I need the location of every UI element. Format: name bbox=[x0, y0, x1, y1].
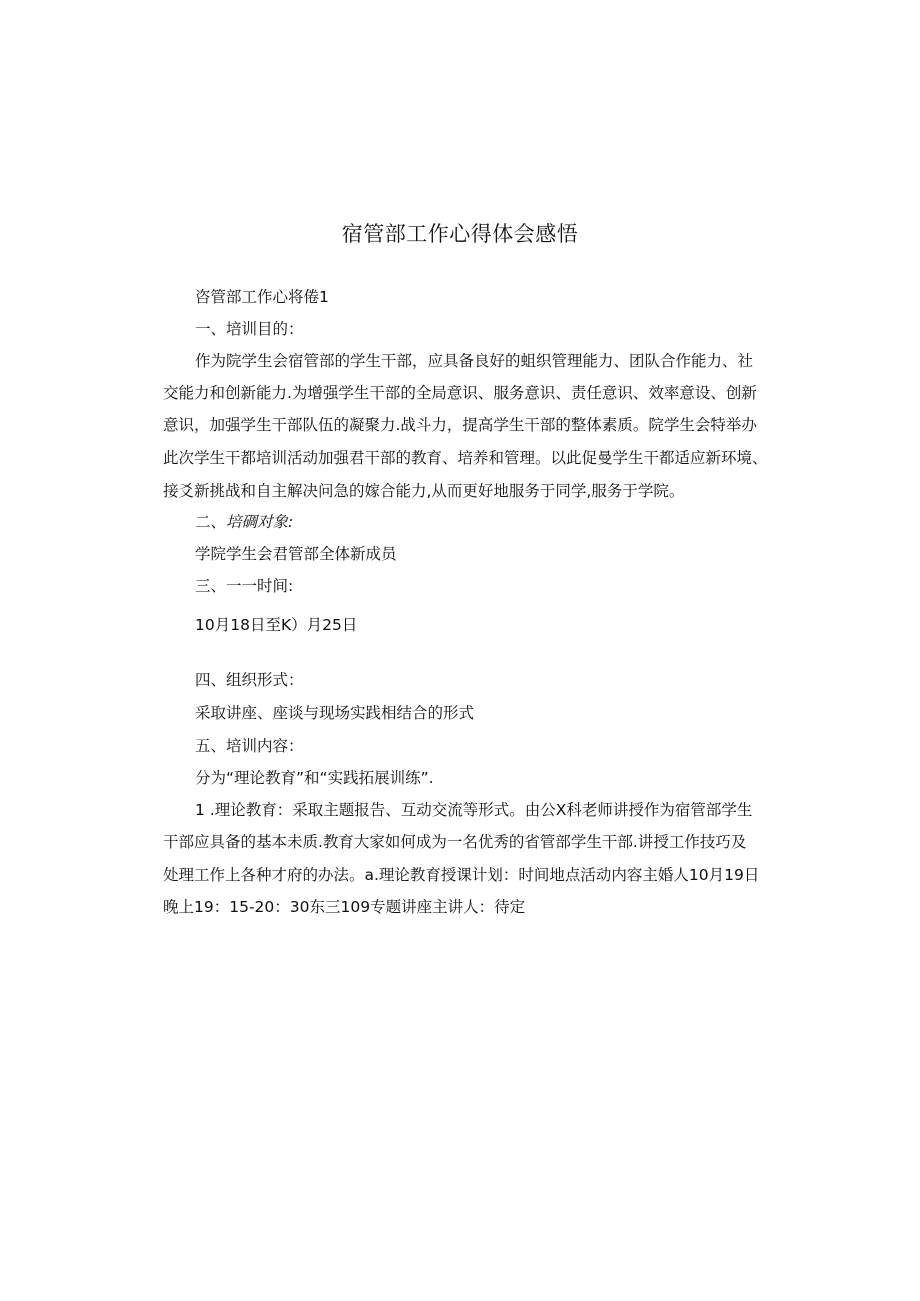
paragraph-line: 采取讲座、座谈与现场实践相结合的形式 bbox=[195, 704, 475, 722]
section-heading: 四、组织形式： bbox=[195, 671, 304, 689]
section-heading: 五、培训内容： bbox=[195, 737, 304, 755]
paragraph-line: 10月18日至K）月25日 bbox=[195, 616, 358, 634]
paragraph-line: 接爻新挑战和自主解决问急的嫁合能力,从而更好地服务于同学,服务于学院。 bbox=[163, 482, 685, 500]
paragraph-line: 此次学生干都培训活动加强君干部的教育、培养和管理。以此促曼学生干都适应新环境、 bbox=[163, 449, 768, 467]
section-heading: 咨管部工作心将倦1 bbox=[195, 288, 329, 306]
section-number: 二、 bbox=[195, 513, 227, 531]
document-title: 宿管部工作心得体会感悟 bbox=[341, 222, 579, 246]
paragraph-line: 干部应具备的基本未质.教育大家如何成为一名优秀的省管部学生干部.讲授工作技巧及 bbox=[163, 833, 747, 851]
paragraph-line: 分为“理论教育”和“实践拓展训练”. bbox=[195, 769, 434, 787]
section-heading bbox=[195, 511, 293, 533]
paragraph-line: 作为院学生会宿管部的学生干部，应具备良好的蛆织管理能力、团队合作能力、社 bbox=[195, 352, 754, 370]
paragraph-line: 处理工作上各种才府的办法。a.理论教育授课计划：时间地点活动内容主婚人10月19日 bbox=[163, 866, 760, 884]
section-heading: 一、培训目的： bbox=[195, 320, 304, 338]
paragraph-line: 晚上19：15-20：30东三109专题讲座主讲人：待定 bbox=[163, 898, 526, 916]
section-heading: 三、一一时间: bbox=[195, 577, 294, 595]
paragraph-line: 学院学生会君管部全体新成员 bbox=[195, 545, 397, 563]
section-label: 培碉对象: bbox=[226, 513, 294, 531]
paragraph-line: 1 .理论教育：采取主题报告、互动交流等形式。由公X科老师讲授作为宿管部学生 bbox=[195, 801, 753, 819]
paragraph-line: 意识，加强学生干部队伍的凝聚力.战斗力，提高学生干部的整体素质。院学生会特举办 bbox=[163, 416, 757, 434]
paragraph-line: 交能力和创新能力.为增强学生干部的全局意识、服务意识、责任意识、效率意设、创新 bbox=[163, 384, 757, 402]
